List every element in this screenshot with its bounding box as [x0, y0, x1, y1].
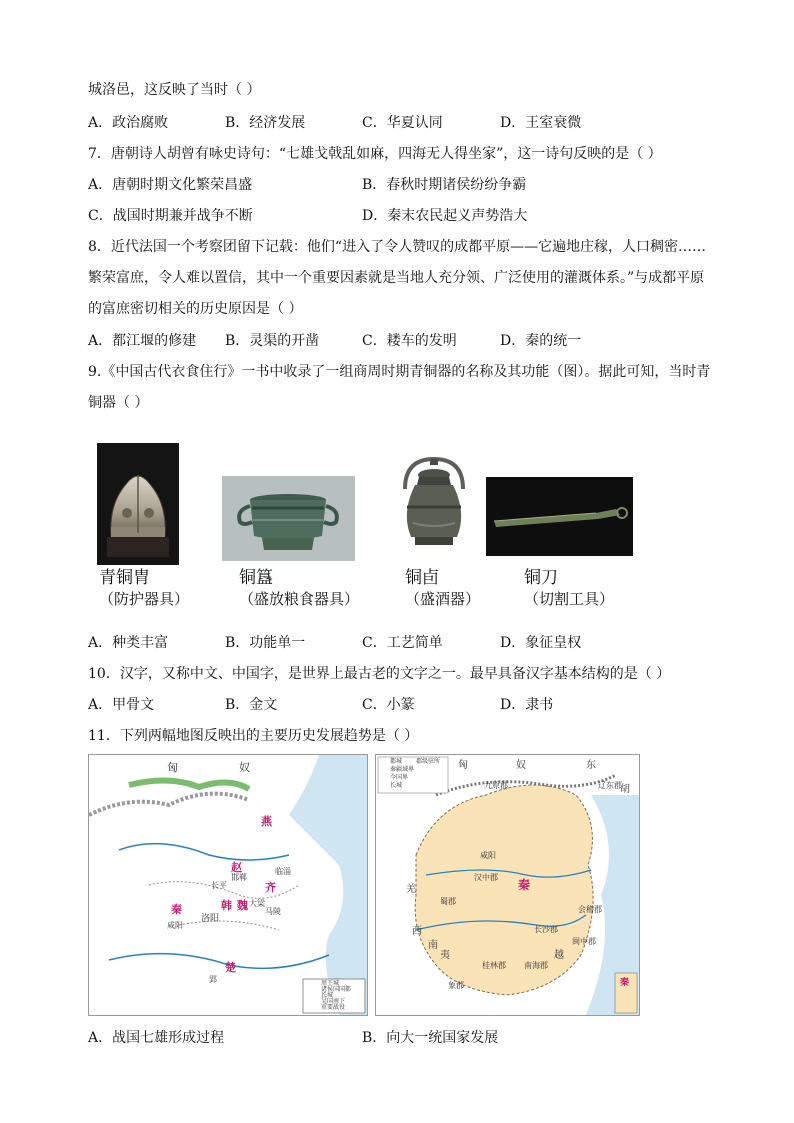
warring-states-map	[88, 754, 368, 1016]
artifact-function-knife: （切割工具）	[524, 590, 615, 608]
q6-option-b: B．经济发展	[225, 115, 306, 131]
q11-option-b: B．向大一统国家发展	[362, 1030, 499, 1046]
map-right-city-nanhai: 南海郡	[524, 961, 548, 970]
map-right-label-nan: 南	[428, 940, 438, 951]
bronze-knife-photo	[486, 477, 633, 556]
q10-option-d: D．隶书	[500, 697, 554, 713]
map-right-legend-4: 今国界	[390, 774, 409, 781]
q7-option-b: B．春秋时期诸侯纷纷争霸	[362, 177, 527, 193]
map-left-city-xianyang: 咸阳	[167, 921, 183, 930]
map-right-corner-tag: 秦	[620, 978, 630, 988]
map-right-label-yue: 越	[554, 950, 564, 961]
q9-option-d: D．象征皇权	[500, 635, 582, 651]
q10-option-c: C．小篆	[362, 697, 415, 713]
bronze-gui-photo	[222, 476, 355, 561]
map-left-state-qi: 齐	[265, 881, 276, 894]
map-right-label-dong: 东	[586, 760, 596, 771]
map-right-legend-5: 长城	[390, 782, 403, 789]
q8-option-d: D．秦的统一	[500, 333, 582, 349]
map-left-city-maling: 马陵	[265, 907, 281, 916]
map-right-legend-3: 秦疆域界	[390, 766, 415, 773]
artifact-name-you: 铜卣	[405, 568, 439, 588]
map-left-city-daliang: 大梁	[249, 899, 265, 908]
q10-stem: 10．汉字，又称中文、中国字，是世界上最古老的文字之一。最早具备汉字基本结构的是（ ）	[88, 666, 671, 682]
q7-stem: 7．唐朝诗人胡曾有咏史诗句：“七雄戈戟乱如麻，四海无人得坐家”，这一诗句反映的是（ ）	[88, 146, 662, 162]
artifact-name-gui: 铜簋	[239, 568, 273, 588]
map-right-city-shu: 蜀郡	[440, 897, 456, 906]
map-right-label-qiang: 羌	[406, 884, 416, 895]
artifact-function-you: （盛酒器）	[405, 590, 481, 608]
bronze-you-photo	[393, 453, 475, 553]
map-left-city-ying: 郢	[209, 975, 217, 984]
map-left-state-yan: 燕	[261, 815, 272, 828]
map-left-city-handan: 邯郸	[231, 873, 247, 882]
map-right-city-xianyang: 咸阳	[480, 851, 496, 860]
map-right-label-nu: 奴	[516, 760, 526, 771]
map-right-city-xiang: 象郡	[448, 981, 464, 990]
map-left-state-han: 韩	[221, 899, 232, 912]
map-left-state-zhao: 赵	[231, 861, 242, 874]
map-left-label-xiong: 匈	[167, 761, 178, 774]
map-left-state-qin: 秦	[171, 903, 182, 916]
map-right-city-hanzhong: 汉中郡	[474, 873, 498, 882]
qin-dynasty-map	[375, 754, 640, 1016]
q9-option-c: C．工艺简单	[362, 635, 443, 651]
q11-option-a: A．战国七雄形成过程	[88, 1030, 225, 1046]
map-left-label-nu: 奴	[239, 761, 250, 774]
artifact-function-gui: （盛放粮食器具）	[239, 590, 360, 608]
map-right-label-yi: 夷	[440, 950, 450, 961]
q7-option-d: D．秦末农民起义声势浩大	[362, 208, 528, 224]
map-left-legend-2: 诸侯国国都	[321, 986, 352, 993]
q8-option-c: C．耧车的发明	[362, 333, 457, 349]
q6-option-c: C．华夏认同	[362, 115, 443, 131]
map-right-label-hu: 胡	[620, 784, 630, 795]
map-right-city-kuaiji: 会稽郡	[578, 905, 602, 914]
q10-option-b: B．金文	[225, 697, 278, 713]
map-left-legend-5: 重要战役	[321, 1004, 346, 1011]
map-right-label-xi: 西	[412, 926, 422, 937]
map-right-city-liaodong: 辽东郡	[598, 781, 622, 790]
map-left-city-linzi: 临淄	[275, 867, 291, 876]
q7-option-a: A．唐朝时期文化繁荣昌盛	[88, 177, 253, 193]
map-left-legend-4: 吴国南下	[321, 998, 346, 1005]
artifact-name-helmet: 青铜胄	[99, 568, 150, 588]
map-right-city-jiuyuan: 九原郡	[484, 781, 508, 790]
artifact-name-knife: 铜刀	[524, 568, 558, 588]
bronze-helmet-photo	[97, 443, 179, 565]
map-left-city-luoyang: 洛阳	[201, 914, 220, 924]
map-left-legend-3: 长城	[321, 992, 334, 999]
artifact-function-helmet: （防护器具）	[99, 590, 190, 608]
map-right-city-changsha: 长沙郡	[534, 925, 558, 934]
q8-stem-line2: 繁荣富庶，令人难以置信，其中一个重要因素就是当地人充分领、广泛使用的灌溉体系。”与成都平原	[88, 270, 705, 286]
map-right-city-minzhong: 闽中郡	[572, 937, 596, 946]
map-right-state-qin: 秦	[518, 878, 531, 892]
map-left-state-chu: 楚	[225, 961, 236, 974]
q8-stem-line3: 的富庶密切相关的历史原因是（ ）	[88, 301, 303, 317]
map-right-legend-1: 都城	[390, 758, 403, 765]
q9-option-b: B．功能单一	[225, 635, 306, 651]
q6-option-d: D．王室衰微	[500, 115, 582, 131]
map-left-city-changping: 长平	[211, 881, 227, 890]
map-right-legend-2: 郡级驻所	[416, 758, 441, 765]
q6-option-a: A．政治腐败	[88, 115, 169, 131]
q6-stem-tail: 城洛邑，这反映了当时（ ）	[88, 82, 261, 98]
map-right-label-xiong: 匈	[458, 760, 468, 771]
q9-option-a: A．种类丰富	[88, 635, 169, 651]
q8-option-a: A．都江堰的修建	[88, 333, 197, 349]
q10-option-a: A．甲骨文	[88, 697, 155, 713]
q11-stem: 11．下列两幅地图反映出的主要历史发展趋势是（ ）	[88, 728, 419, 744]
map-left-legend-1: 周王城	[321, 980, 340, 987]
map-left-state-wei: 魏	[237, 899, 248, 912]
map-right-city-guilin: 桂林郡	[482, 961, 506, 970]
q8-option-b: B．灵渠的开凿	[225, 333, 320, 349]
q9-stem-line2: 铜器（ ）	[88, 395, 149, 411]
q9-stem-line1: 9.《中国古代衣食住行》一书中收录了一组商周时期青铜器的名称及其功能（图）。据此可知，当时青	[88, 364, 711, 380]
q8-stem-line1: 8．近代法国一个考察团留下记载：他们“进入了令人赞叹的成都平原——它遍地庄稼，人口稠密……	[88, 239, 707, 255]
q7-option-c: C．战国时期兼并战争不断	[88, 208, 253, 224]
